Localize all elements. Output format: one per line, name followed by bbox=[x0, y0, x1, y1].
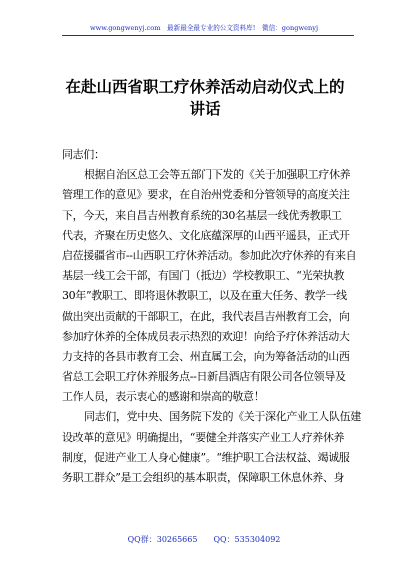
paragraph-line: 做出突出贡献的干部职工，在此，我代表昌吉州教育工会，向 bbox=[62, 309, 350, 323]
header-divider bbox=[62, 35, 354, 36]
document-title bbox=[46, 76, 364, 120]
paragraph-line: 启莅援疆省市--山西职工疗休养活动。参加此次疗休养的有来自 bbox=[62, 248, 357, 262]
paragraph-line: 基层一线工会干部，有国门（抵边）学校教职工、“光荣执教 bbox=[62, 269, 345, 283]
paragraph-line: 设改革的意见》明确提出，“要健全并落实产业工人疗养休养 bbox=[62, 430, 345, 444]
site-header-text: www.gongwenyj.com 最新最全最专业的公文资料库! 微信：gongwenyj bbox=[89, 24, 319, 32]
paragraph-line: 同志们，党中央、国务院下发的《关于深化产业工人队伍建 bbox=[84, 410, 361, 424]
paragraph-line: 30年”教职工、即将退休教职工，以及在重大任务、教学一线 bbox=[62, 289, 347, 303]
paragraph-line: 根据自治区总工会等五部门下发的《关于加强职工疗休养 bbox=[84, 168, 351, 182]
paragraph-line: 下，今天，来自昌吉州教育系统的30名基层一线优秀教职工 bbox=[62, 208, 342, 222]
paragraph-line: 制度，促进产业工人身心健康”。“维护职工合法权益、竭诚服 bbox=[62, 450, 350, 464]
paragraph-line: 管理工作的意见》要求，在自治州党委和分管领导的高度关注 bbox=[62, 188, 350, 202]
paragraph-line: 工作人员，表示衷心的感谢和崇高的敬意！ bbox=[62, 390, 265, 404]
paragraph-line: 力支持的各县市教育工会、州直属工会，向为筹备活动的山西 bbox=[62, 349, 350, 363]
document-body bbox=[62, 145, 361, 488]
paragraph-line: 务职工群众”是工会组织的基本职责，保障职工休息休养、身 bbox=[62, 471, 345, 484]
title-line-2: 讲话 bbox=[189, 100, 221, 118]
paragraph-line: 参加疗休养的全体成员表示热烈的欢迎！向给予疗休养活动大 bbox=[62, 329, 350, 343]
paragraph-line: 省总工会职工疗休养服务点--日新昌酒店有限公司各位领导及 bbox=[62, 370, 346, 384]
contact-footer: QQ群：30265665 QQ：535304092 bbox=[127, 535, 281, 544]
title-line-1: 在赴山西省职工疗休养活动启动仪式上的 bbox=[65, 78, 345, 96]
salutation: 同志们： bbox=[62, 148, 105, 161]
paragraph-line: 代表，齐聚在历史悠久、文化底蕴深厚的山西平遥县，正式开 bbox=[62, 228, 350, 242]
